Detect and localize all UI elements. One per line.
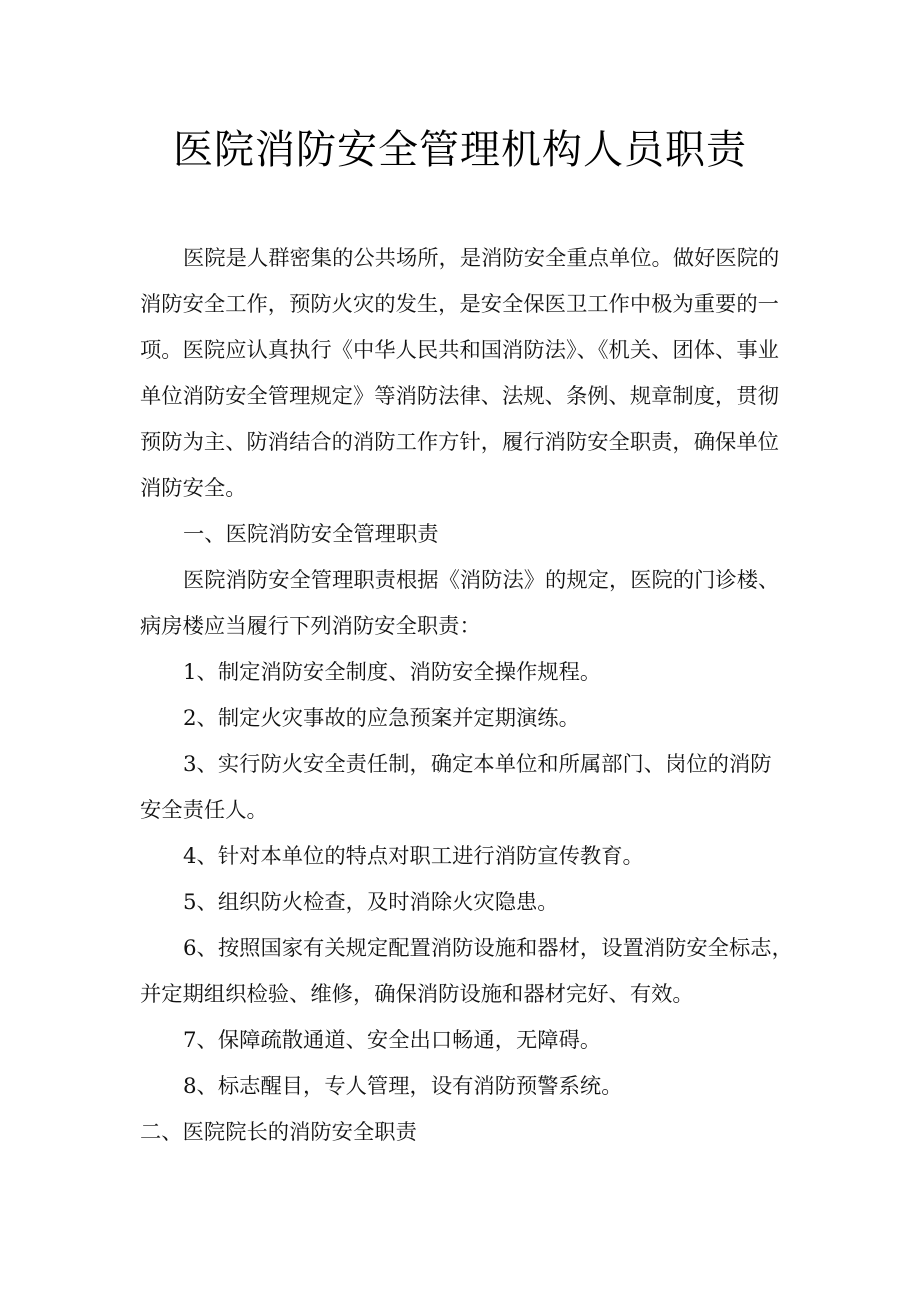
duty-item-line: 4、针对本单位的特点对职工进行消防宣传教育。: [183, 844, 644, 869]
duty-item-line: 3、实行防火安全责任制，确定本单位和所属部门、岗位的消防: [183, 752, 772, 777]
lead-line: 医院消防安全管理职责根据《消防法》的规定，医院的门诊楼、: [183, 568, 780, 593]
intro-line: 项。医院应认真执行《中华人民共和国消防法》、《机关、团体、事业: [140, 338, 779, 363]
section-heading-2: 二、医院院长的消防安全职责: [140, 1120, 417, 1145]
duty-item-1: [140, 650, 785, 696]
intro-line: 医院是人群密集的公共场所，是消防安全重点单位。做好医院的: [183, 246, 780, 271]
duty-item-8: [140, 1064, 785, 1110]
intro-line: 单位消防安全管理规定》等消防法律、法规、条例、规章制度，贯彻: [140, 384, 779, 409]
duty-item-3: [140, 742, 785, 834]
duty-item-line: 7、保障疏散通道、安全出口畅通，无障碍。: [183, 1028, 602, 1053]
duty-item-5: [140, 880, 785, 926]
duty-item-2: [140, 696, 785, 742]
document-title: 医院消防安全管理机构人员职责: [173, 127, 747, 173]
duty-item-7: [140, 1018, 785, 1064]
duty-item-line: 8、标志醒目，专人管理，设有消防预警系统。: [183, 1074, 623, 1099]
intro-line: 消防安全工作，预防火灾的发生，是安全保医卫工作中极为重要的一: [140, 292, 779, 317]
duty-item-line: 6、按照国家有关规定配置消防设施和器材，设置消防安全标志，: [183, 936, 793, 961]
duty-item-line: 并定期组织检验、维修，确保消防设施和器材完好、有效。: [140, 982, 694, 1007]
duty-item-6: [140, 926, 793, 1018]
section-heading-1: 一、医院消防安全管理职责: [183, 522, 439, 547]
duty-list: [140, 650, 793, 1110]
lead-line: 病房楼应当履行下列消防安全职责：: [140, 614, 481, 639]
section-1-lead-paragraph: [140, 558, 785, 650]
duty-item-line: 5、组织防火检查，及时消除火灾隐患。: [183, 890, 559, 915]
intro-paragraph: [140, 236, 785, 512]
duty-item-line: 安全责任人。: [140, 798, 268, 823]
duty-item-line: 1、制定消防安全制度、消防安全操作规程。: [183, 660, 602, 685]
intro-line: 预防为主、防消结合的消防工作方针，履行消防安全职责，确保单位: [140, 430, 779, 455]
document-body: [140, 236, 793, 1156]
duty-item-4: [140, 834, 785, 880]
intro-line: 消防安全。: [140, 476, 247, 501]
duty-item-line: 2、制定火灾事故的应急预案并定期演练。: [183, 706, 580, 731]
